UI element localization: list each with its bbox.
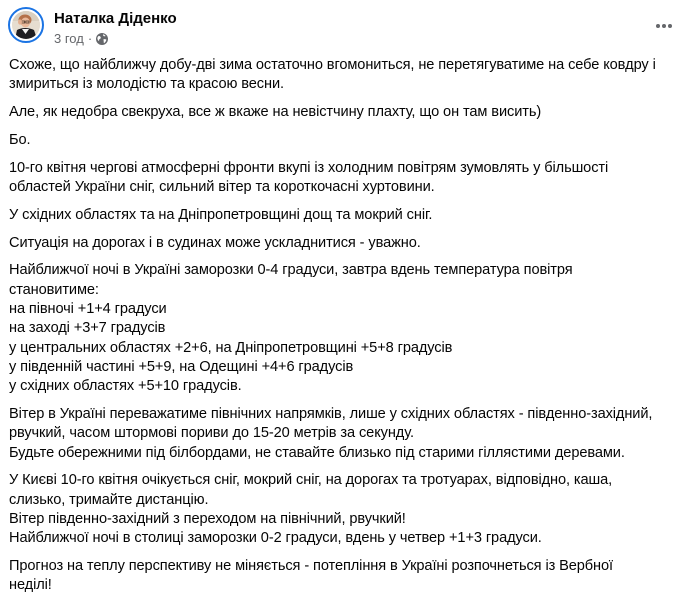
text-line: областей України сніг, сильний вітер та короткочасні хуртовини. [9, 178, 435, 195]
paragraph-outlook [9, 557, 681, 596]
text-line: змириться із молодістю та красою весни. [9, 76, 284, 93]
text-line: рвучкий, часом штормові пориви до 15-20 метрів за секунду. [9, 425, 414, 442]
more-horizontal-icon [656, 24, 660, 28]
text-line: Вітер південно-західний з переходом на північний, рвучкий! [9, 510, 406, 527]
text-line: слизько, тримайте дистанцію. [9, 491, 209, 508]
text-line: Схоже, що найближчу добу-дві зима остаточно вгомониться, не перетягуватиме на себе ковдру і [9, 57, 656, 73]
text-line: у південній частині +5+9, на Одещині +4+6 градусів [9, 358, 354, 375]
paragraph-east-rain [9, 206, 681, 225]
globe-icon[interactable] [96, 33, 108, 45]
paragraph-temperatures [9, 261, 681, 396]
text-line: Найближчої ночі в столиці заморозки 0-2 градуси, вдень у четвер +1+3 градуси. [9, 530, 542, 547]
text-line: неділі! [9, 577, 52, 594]
text-line: Бо. [9, 131, 31, 148]
text-line: становитиме: [9, 281, 99, 298]
paragraph-fronts [9, 159, 681, 198]
post-text [9, 56, 681, 604]
text-line: на заході +3+7 градусів [9, 320, 166, 337]
more-horizontal-icon [662, 24, 666, 28]
text-line: Будьте обережними під білбордами, не ставайте близько під старими гіллястими деревами. [9, 444, 625, 461]
author-avatar[interactable] [8, 7, 44, 43]
paragraph-intro [9, 56, 681, 95]
text-line: Найближчої ночі в Україні заморозки 0-4 градуси, завтра вдень температура повітря [9, 262, 573, 279]
paragraph-kyiv [9, 471, 681, 548]
text-line: на півночі +1+4 градуси [9, 300, 167, 317]
paragraph-roads [9, 234, 681, 253]
more-horizontal-icon [668, 24, 672, 28]
text-line: Ситуація на дорогах і в судинах може ускладнитися - уважно. [9, 234, 421, 251]
text-line: у центральних областях +2+6, на Дніпропетровщині +5+8 градусів [9, 339, 453, 356]
meta-separator: · [87, 31, 93, 46]
text-line: Вітер в Україні переважатиме північних напрямків, лише у східних областях - південно-західний, [9, 405, 653, 422]
paragraph-mother-in-law [9, 103, 681, 122]
more-options-button[interactable] [652, 14, 676, 38]
text-line: У східних областях та на Дніпропетровщині дощ та мокрий сніг. [9, 206, 433, 223]
post-timestamp[interactable]: 3 год [54, 31, 84, 46]
text-line: Але, як недобра свекруха, все ж вкаже на невістчину плахту, що он там висить) [9, 104, 542, 121]
paragraph-because [9, 131, 681, 150]
profile-photo-icon [12, 11, 40, 39]
text-line: У Києві 10-го квітня очікується сніг, мокрий сніг, на дорогах та тротуарах, відповідно, каша, [9, 472, 613, 489]
author-name-link[interactable]: Наталка Діденко [54, 10, 177, 27]
post-header [0, 0, 687, 54]
post-meta [54, 31, 108, 47]
paragraph-wind [9, 405, 681, 463]
text-line: у східних областях +5+10 градусів. [9, 378, 242, 395]
text-line: Прогноз на теплу перспективу не міняється - потепління в Україні розпочнеться із Вербної [9, 558, 613, 575]
text-line: 10-го квітня чергові атмосферні фронти вкупі із холодним повітрям зумовлять у більшості [9, 159, 609, 176]
